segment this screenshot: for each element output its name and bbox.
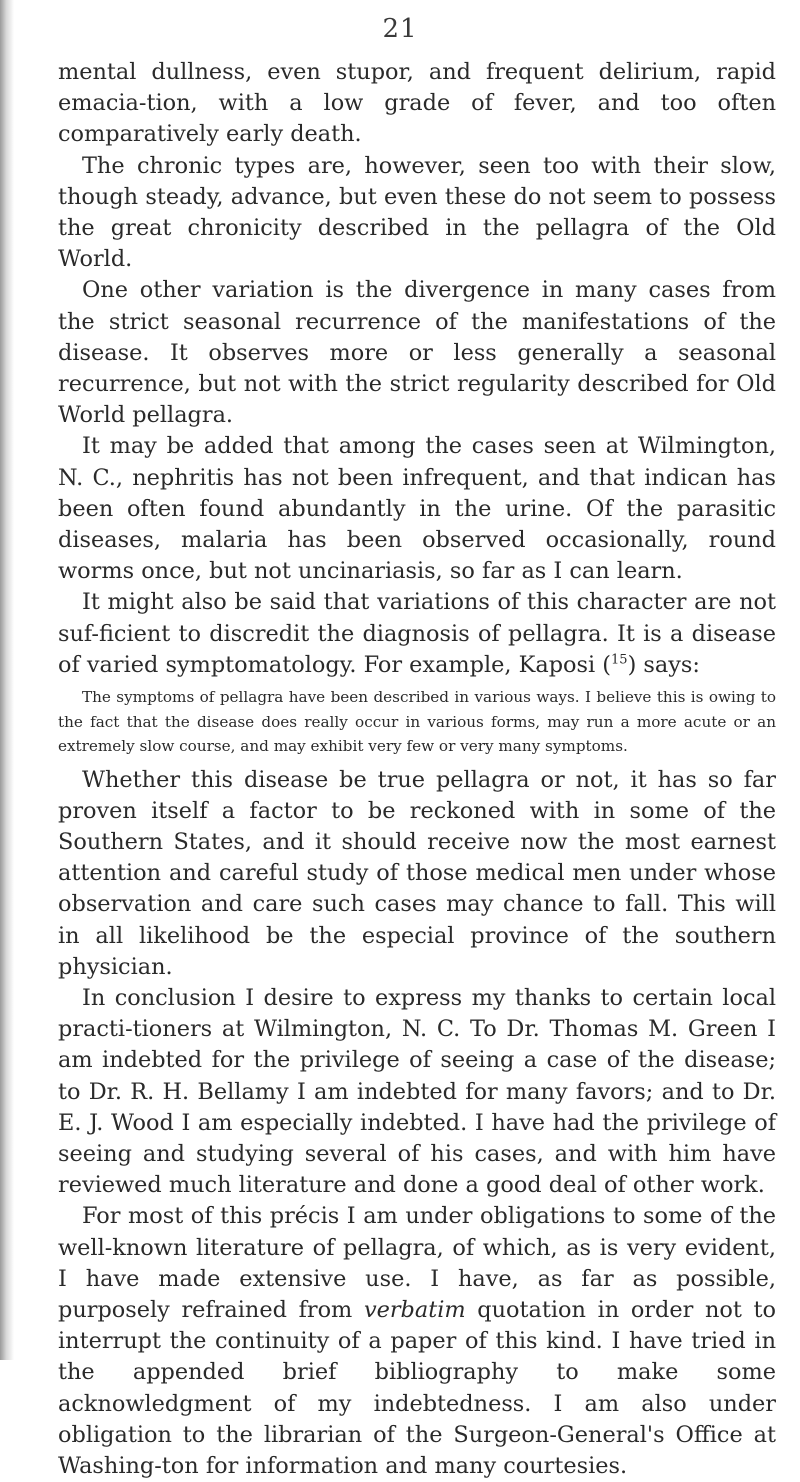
text-run: It may be added that among the cases seen at Wilmington, N. C., nephritis has not been infrequent, and that indican has been often found abundantly in the urine. Of the parasitic diseases, malaria has been observed occasionally, round worms once, but not uncinariasis, so far as I can learn. (58, 433, 776, 585)
paragraph (58, 57, 776, 151)
paragraph (58, 151, 776, 276)
text-run: The symptoms of pellagra have been described in various ways. I believe this is owing to the fact that the disease does really occur in various forms, may run a more acute or an extremely slow course, and may exhibit very few or very many symptoms. (58, 688, 776, 756)
page-number: 21 (382, 14, 418, 44)
text-run: The chronic types are, however, seen too with their slow, though steady, advance, but even these do not seem to possess the great chronicity described in the pellagra of the Old World. (58, 152, 776, 273)
citation-number: 15 (611, 652, 628, 668)
body-text (58, 57, 776, 1482)
text-run: One other variation is the divergence in many cases from the strict seasonal recurrence of the manifestations of the disease. It observes more or less generally a seasonal recurrence, but not with the strict regularity described for Old World pellagra. (58, 277, 776, 429)
text-run: It might also be said that variations of this character are not suf-ficient to discredit the diagnosis of pellagra. It is a disease of varied symptomatology. For example, Kaposi ( (58, 589, 776, 678)
text-run: Whether this disease be true pellagra or not, it has so far proven itself a factor to be reckoned with in some of the Southern States, and it should receive now the most earnest attention and careful study of those medical men under whose observation and care such cases may chance to fall. This will in all likelihood be the especial province of the southern physician. (58, 766, 776, 980)
paragraph (58, 1201, 776, 1482)
text-run: In conclusion I desire to express my thanks to certain local practi-tioners at Wilmington, N. C. To Dr. Thomas M. Green I am indebted for the privilege of seeing a case of the disease; to Dr. R. H. Bellamy I am indebted for many favors; and to Dr. E. J. Wood I am especially indebted. I have had the privilege of seeing and studying several of his cases, and with him have reviewed much literature and done a good deal of other work. (58, 984, 776, 1199)
italic-text: verbatim (363, 1297, 466, 1324)
paragraph (58, 765, 776, 983)
paragraph (58, 431, 776, 587)
page-edge-shadow (0, 0, 14, 1360)
text-run: ) says: (627, 651, 700, 678)
text-run: mental dullness, even stupor, and frequent delirium, rapid emacia-tion, with a low grade of fever, and too often comparatively early death. (58, 59, 776, 148)
paragraph (58, 587, 776, 681)
text-run: For most of this précis I am under obligations to some of the well-known literature of pellagra, of which, as is very evident, I have made extensive use. I have, as far as possible, purposely refrained from (58, 1203, 776, 1324)
paragraph (58, 983, 776, 1201)
block-quote (58, 685, 776, 759)
text-run: quotation in order not to interrupt the continuity of a paper of this kind. I have tried in the appended brief bibliography to make some acknowledgment of my indebtedness. I am also under obligation to the librarian of the Surgeon-General's Office at Washing-ton for information and many courtesies. (58, 1297, 776, 1480)
paragraph (58, 275, 776, 431)
